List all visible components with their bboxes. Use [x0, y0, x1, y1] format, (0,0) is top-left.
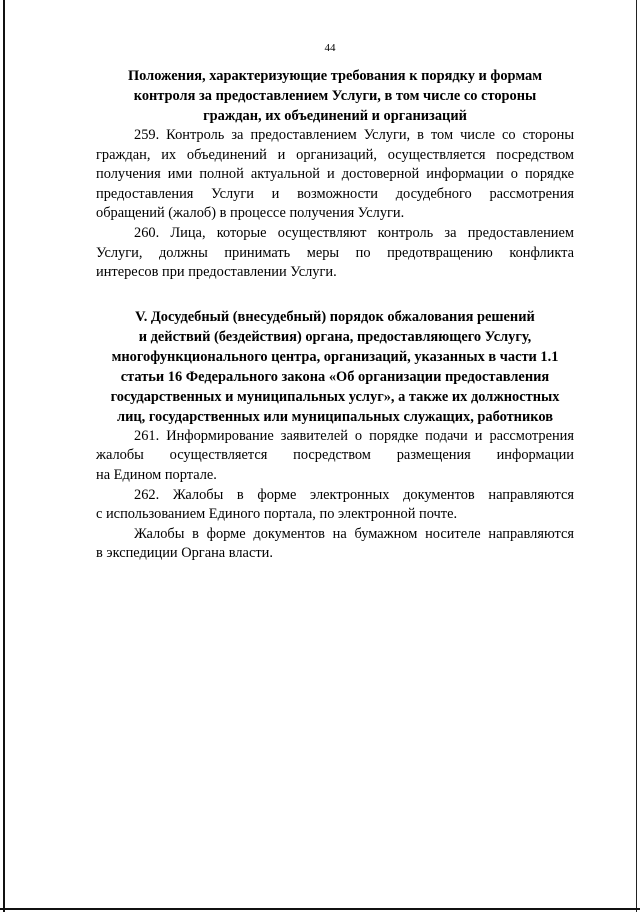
paragraph-line: 260. Лица, которые осуществляют контроль за предоставлением	[134, 224, 574, 241]
paragraph-line: 259. Контроль за предоставлением Услуги, в том числе со стороны	[134, 127, 574, 143]
heading-line: граждан, их объединений и организаций	[203, 108, 467, 124]
heading-line: лиц, государственных или муниципальных служащих, работников	[117, 408, 553, 425]
paragraph-line: Жалобы в форме документов на бумажном носителе направляются	[134, 525, 574, 542]
paragraph-line: 261. Информирование заявителей о порядке подачи и рассмотрения	[134, 427, 574, 444]
paragraph-line: на Едином портале.	[96, 466, 217, 483]
paragraph-line: с использованием Единого портала, по электронной почте.	[96, 506, 458, 523]
paragraph-262	[96, 486, 574, 525]
scan-edge-left	[3, 0, 5, 912]
scan-edge-right	[636, 0, 637, 912]
document-content	[96, 66, 574, 564]
paragraph-259	[96, 126, 574, 224]
paragraph-line: граждан, их объединений и организаций, осуществляется посредством	[96, 146, 574, 163]
heading-line: контроля за предоставлением Услуги, в том числе со стороны	[133, 88, 537, 104]
paragraph-line: интересов при предоставлении Услуги.	[96, 264, 337, 281]
heading-line: государственных и муниципальных услуг», а также их должностных	[110, 388, 560, 405]
heading-line: многофункционального центра, организаций, указанных в части 1.1	[111, 348, 559, 365]
heading-line: и действий (бездействия) органа, предоставляющего Услугу,	[138, 328, 532, 345]
paragraph-line: получения ими полной актуальной и достоверной информации о порядке	[96, 166, 574, 183]
heading-line: Положения, характеризующие требования к порядку и формам	[127, 68, 543, 84]
paragraph-line: обращений (жалоб) в процессе получения Услуги.	[96, 205, 405, 222]
section-heading-appeal	[96, 307, 574, 427]
paragraph-260	[96, 224, 574, 283]
paragraph-line: 262. Жалобы в форме электронных документов направляются	[134, 486, 574, 503]
heading-line: статьи 16 Федерального закона «Об организации предоставления	[120, 368, 550, 385]
paragraph-line: в экспедиции Органа власти.	[96, 545, 273, 562]
paragraph-line: жалобы осуществляется посредством размещения информации	[96, 447, 574, 464]
section-heading-control	[96, 66, 574, 126]
scan-edge-bottom	[0, 908, 640, 910]
paragraph-261	[96, 427, 574, 486]
paragraph-line: Услуги, должны принимать меры по предотвращению конфликта	[96, 244, 574, 261]
paragraph-line: предоставления Услуги и возможности досудебного рассмотрения	[96, 185, 574, 202]
heading-line: V. Досудебный (внесудебный) порядок обжалования решений	[135, 308, 535, 325]
paragraph-paper-complaints	[96, 525, 574, 564]
page-number: 44	[324, 42, 336, 54]
